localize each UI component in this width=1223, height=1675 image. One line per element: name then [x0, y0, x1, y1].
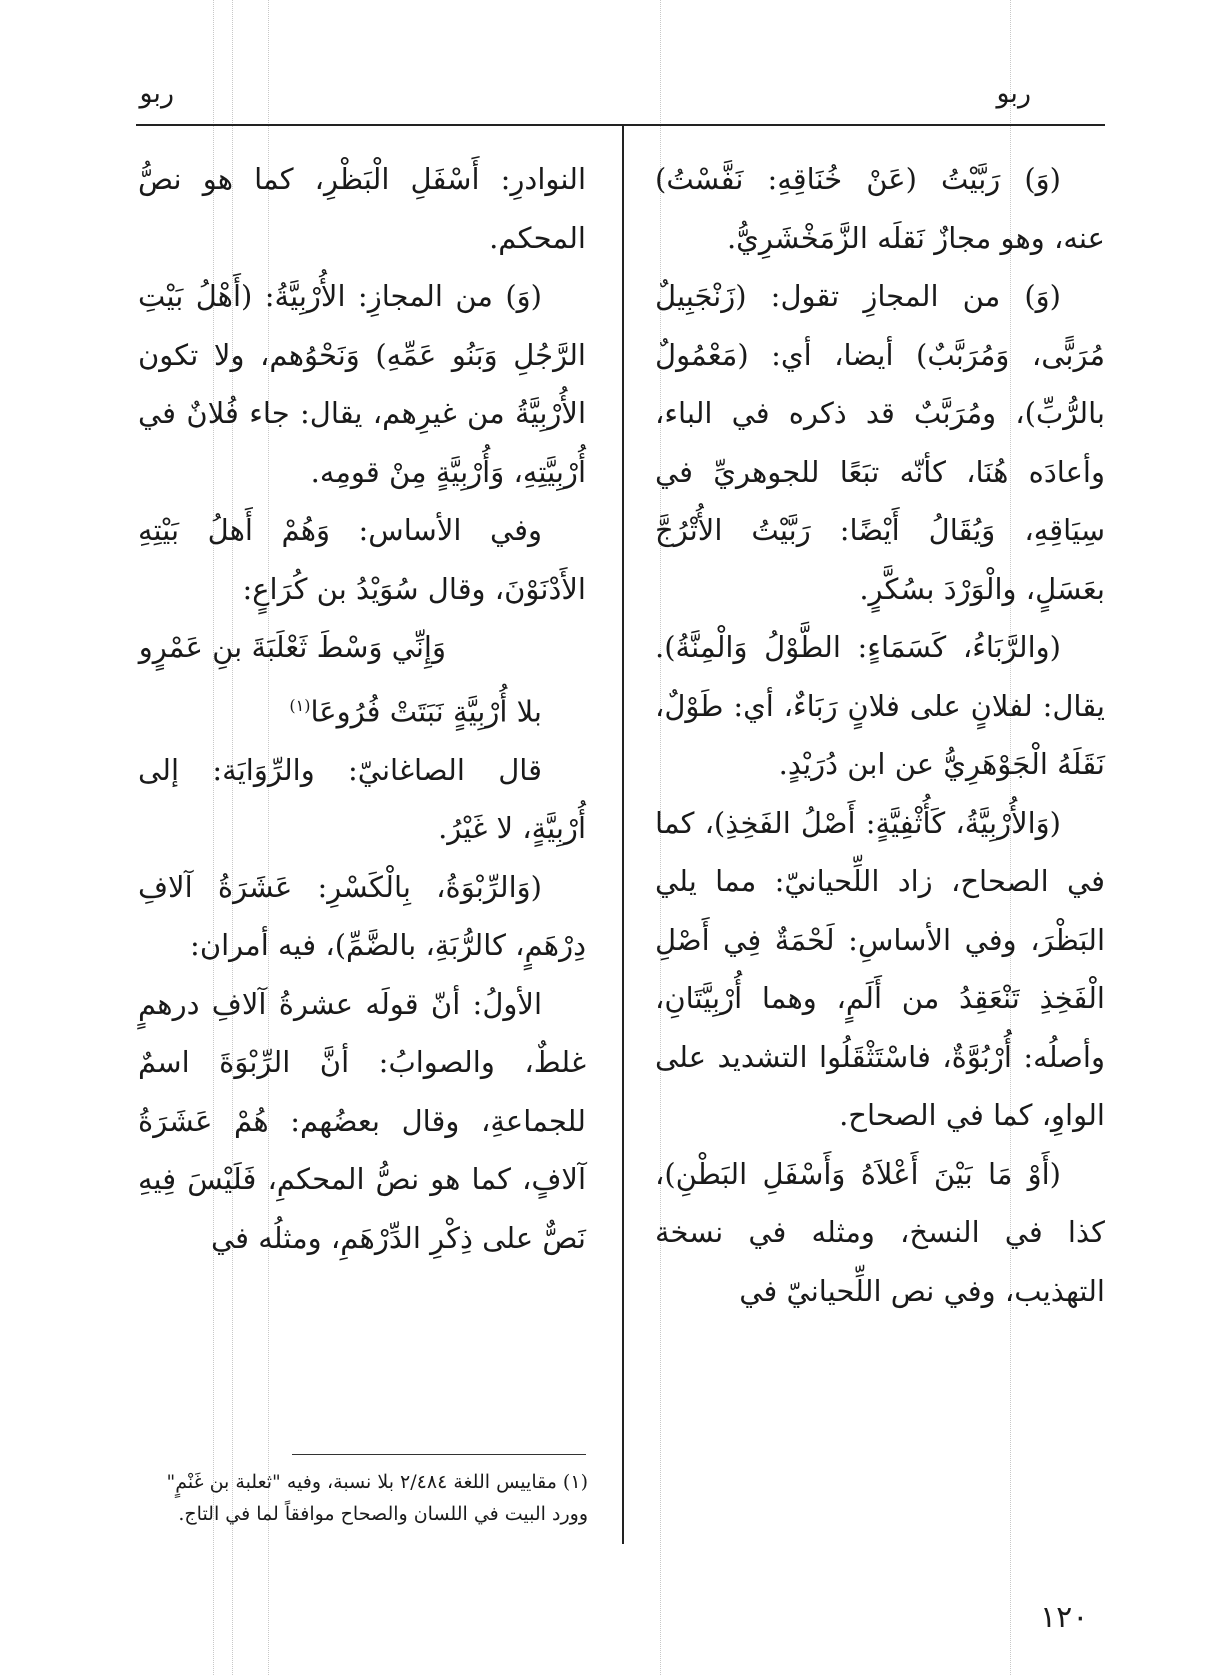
paragraph: (وَ) من المجازِ تقول: (زَنْجَبِيلٌ مُرَبًّى، وَمُرَبَّبٌ) أيضا، أي: (مَعْمُولٌ بالرُّبِّ)، ومُرَبَّبٌ قد ذكره في الباء، وأعادَه هُنَا، كأنّه تبَعًا للجوهريِّ في سِيَاقِهِ، وَيُقَالُ أَيْضًا: رَبَّيْتُ الأُتْرُجَّ بعَسَلٍ، والْوَرْدَ بسُكَّرٍ. — [655, 279, 1105, 606]
footnote-line: وورد البيت في اللسان والصحاح موافقاً لما في التاج. — [178, 1503, 588, 1525]
paragraph: وفي الأساس: وَهُمْ أَهلُ بَيْتِهِ الأَدْنَوْنَ، وقال سُوَيْدُ بن كُرَاعٍ: — [138, 513, 586, 606]
paragraph: الأولُ: أنّ قولَه عشرةُ آلافِ درهمٍ غلطٌ، والصوابُ: أنَّ الرِّبْوَةَ اسمٌ للجماعةِ، وقال بعضُهم: هُمْ عَشَرَةُ آلافٍ، كما هو نصُّ المحكمِ، فَلَيْسَ فِيهِ نَصٌّ على ذِكْرِ الدِّرْهَمِ، ومثلُه في — [138, 986, 586, 1255]
paragraph: قال الصاغانيّ: والرِّوَايَة: إلى أُرْبِيَّةٍ، لا غَيْرُ. — [138, 752, 586, 846]
left-column — [138, 150, 586, 1267]
footnote-rule — [292, 1454, 586, 1455]
right-column — [655, 150, 1105, 1320]
page-number: ١٢٠ — [1040, 1600, 1089, 1635]
paragraph: (وَ) من المجازِ: الأُرْبِيَّةُ: (أَهْلُ بَيْتِ الرَّجُلِ وَبَنُو عَمِّهِ) وَنَحْوُهم، ولا تكون الأُرْبِيَّةُ من غيرِهم، يقال: جاء فُلانٌ في أُرْبِيَّتِهِ، وَأُرْبِيَّةٍ مِنْ قومِه. — [138, 279, 586, 489]
verse-line — [138, 677, 586, 741]
column-divider — [622, 124, 624, 1544]
paragraph: (أَوْ مَا بَيْنَ أَعْلاَهُ وَأَسْفَلِ البَطْنِ)، كذا في النسخ، ومثله في نسخة التهذيب، وفي نص اللِّحيانيّ في — [655, 1156, 1105, 1308]
paragraph: (وَالأُرْبِيَّةُ، كَأُثْفِيَّةٍ: أَصْلُ الفَخِذِ)، كما في الصحاح، زاد اللِّحيانيّ: مما يلي البَظْرَ، وفي الأساسِ: لَحْمَةٌ فِي أَصْلِ الْفَخِذِ تَنْعَقِدُ من أَلَمٍ، وهما أُرْبِيَّتَانِ، وأصلُه: أُرْبُوَّةٌ، فاسْتَثْقَلُوا التشديد على الواوِ، كما في الصحاح. — [655, 805, 1105, 1132]
paragraph: (وَ) رَبَّيْتُ (عَنْ خُنَاقِهِ: نَفَّسْتُ) عنه، وهو مجازٌ نَقلَه الزَّمَخْشَرِيُّ. — [655, 162, 1105, 255]
running-header-right: ربو — [996, 78, 1031, 109]
paragraph: (والرَّبَاءُ، كَسَمَاءٍ: الطَّوْلُ وَالْمِنَّةُ). يقال: لفلانٍ على فلانٍ رَبَاءٌ، أي: طَوْلٌ، نَقَلَهُ الْجَوْهَرِيُّ عن ابن دُرَيْدٍ. — [655, 630, 1105, 781]
footnote-line: (١) مقاييس اللغة ٢/٤٨٤ بلا نسبة، وفيه "ثعلبة بن غَنْمٍ" — [166, 1471, 588, 1493]
paragraph: (وَالرِّبْوَةُ، بِالْكَسْرِ: عَشَرَةُ آلافِ دِرْهَمٍ، كالرُّبَةِ، بالضَّمِّ)، فيه أمران: — [138, 869, 586, 963]
verse-text: بلا أُرْبِيَّةٍ نَبَتَتْ فُرُوعَا — [310, 694, 542, 729]
footnote — [138, 1466, 588, 1530]
footnote-marker: (١) — [289, 695, 311, 715]
paragraph: النوادرِ: أَسْفَلِ الْبَظْرِ، كما هو نصُّ المحكم. — [138, 162, 586, 255]
running-header-left: ربو — [139, 78, 174, 109]
verse-line: وَإِنِّي وَسْطَ ثَعْلَبَةَ بنِ عَمْرٍو — [138, 630, 446, 664]
header-rule — [136, 124, 1105, 126]
